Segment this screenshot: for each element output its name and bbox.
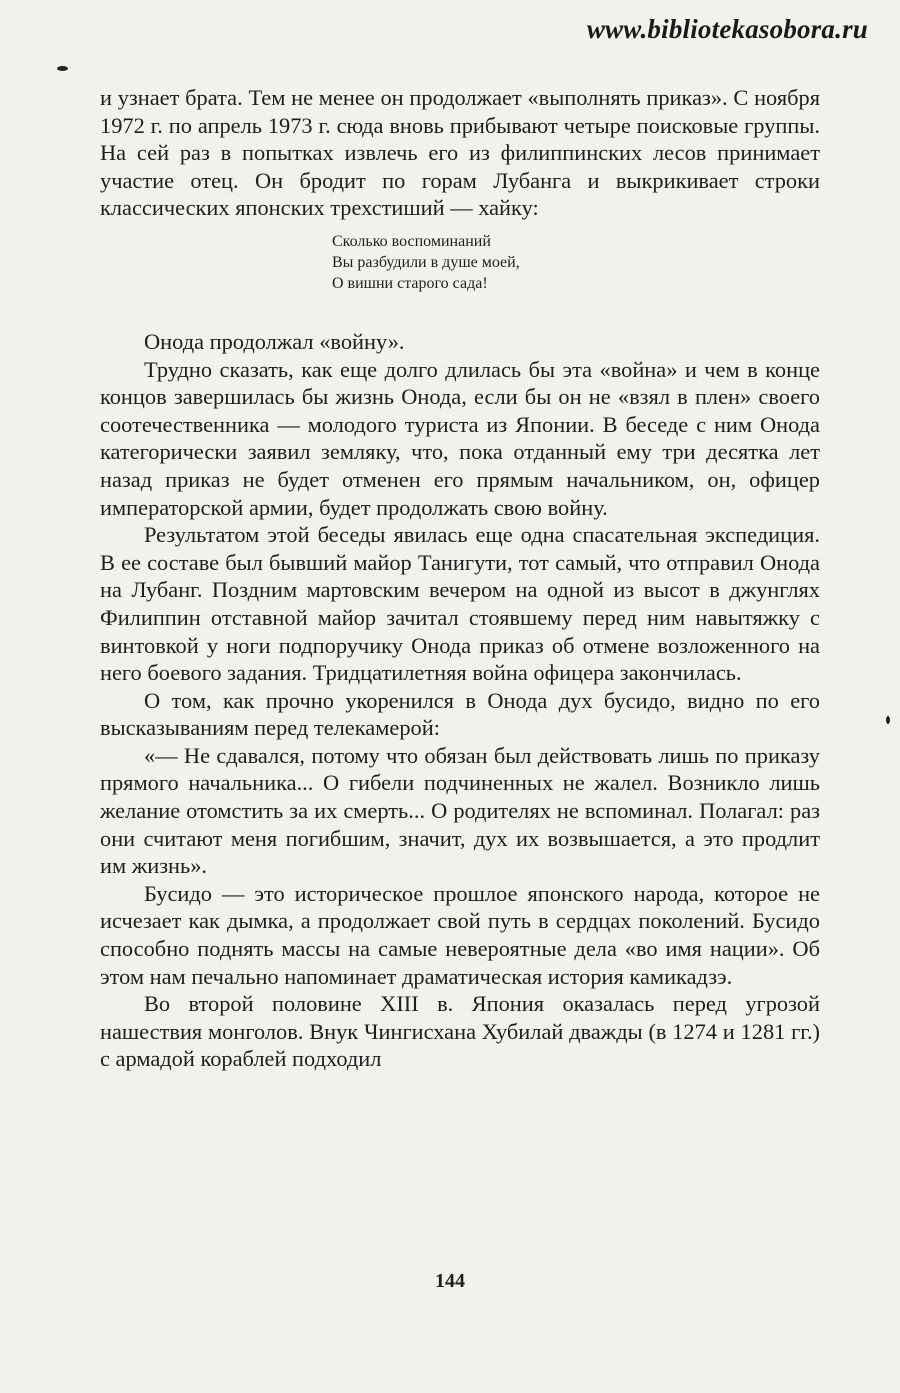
paragraph: Онода продолжал «войну». <box>144 328 405 354</box>
poem-line: О вишни старого сада! <box>332 274 488 292</box>
scan-speck <box>886 716 890 724</box>
paragraph: Бусидо — это историческое прошлое японского народа, которое не исчезает как дымка, а продолжает свой путь в сердцах поколений. Бусидо способно поднять массы на самые невероятные дела «во имя нации». Об этом нам печально напоминает драматическая история камикадзэ. <box>100 880 820 989</box>
scan-speck <box>57 66 68 71</box>
haiku-poem <box>332 231 820 294</box>
paragraph: Во второй половине XIII в. Япония оказалась перед угрозой нашествия монголов. Внук Чингисхана Хубилай дважды (в 1274 и 1281 гг.) с армадой кораблей подходил <box>100 991 820 1072</box>
paragraph: и узнает брата. Тем не менее он продолжает «выполнять приказ». С ноября 1972 г. по апрель 1973 г. сюда вновь прибывают четыре поисковые группы. На сей раз в попытках извлечь его из филиппинских лесов принимает участие отец. Он бродит по горам Лубанга и выкрикивает строки классических японских трехстиший — хайку: <box>100 85 820 221</box>
site-watermark: www.bibliotekasobora.ru <box>586 14 868 44</box>
paragraph: О том, как прочно укоренился в Онода дух бусидо, видно по его высказываниям перед телекамерой: <box>100 687 820 741</box>
paragraph: Результатом этой беседы явилась еще одна спасательная экспедиция. В ее составе был бывший майор Танигути, тот самый, что отправил Онода на Лубанг. Поздним мартовским вечером на одной из высот в джунглях Филиппин отставной майор зачитал стоявшему перед ним навытяжку с винтовкой у ноги подпоручику Онода приказ об отмене возложенного на него боевого задания. Тридцатилетняя война офицера закончилась. <box>100 522 820 686</box>
poem-line: Вы разбудили в душе моей, <box>332 253 520 271</box>
page-number: 144 <box>435 1270 465 1292</box>
paragraph: Трудно сказать, как еще долго длилась бы эта «война» и чем в конце концов завершилась бы жизнь Онода, если бы он не «взял в плен» своего соотечественника — молодого туриста из Японии. В беседе с ним Онода категорически заявил земляку, что, пока отданный ему три десятка лет назад приказ не будет отменен его прямым начальником, он, офицер императорской армии, будет продолжать свою войну. <box>100 356 820 520</box>
page-body <box>100 84 820 1073</box>
quote-paragraph: «— Не сдавался, потому что обязан был действовать лишь по приказу прямого начальника... О гибели подчиненных не жалел. Возникло лишь желание отомстить за их смерть... О родителях не вспоминал. Полагал: раз они считают меня погибшим, значит, дух их возвышается, а это продлит им жизнь». <box>100 742 820 879</box>
poem-line: Сколько воспоминаний <box>332 232 491 250</box>
